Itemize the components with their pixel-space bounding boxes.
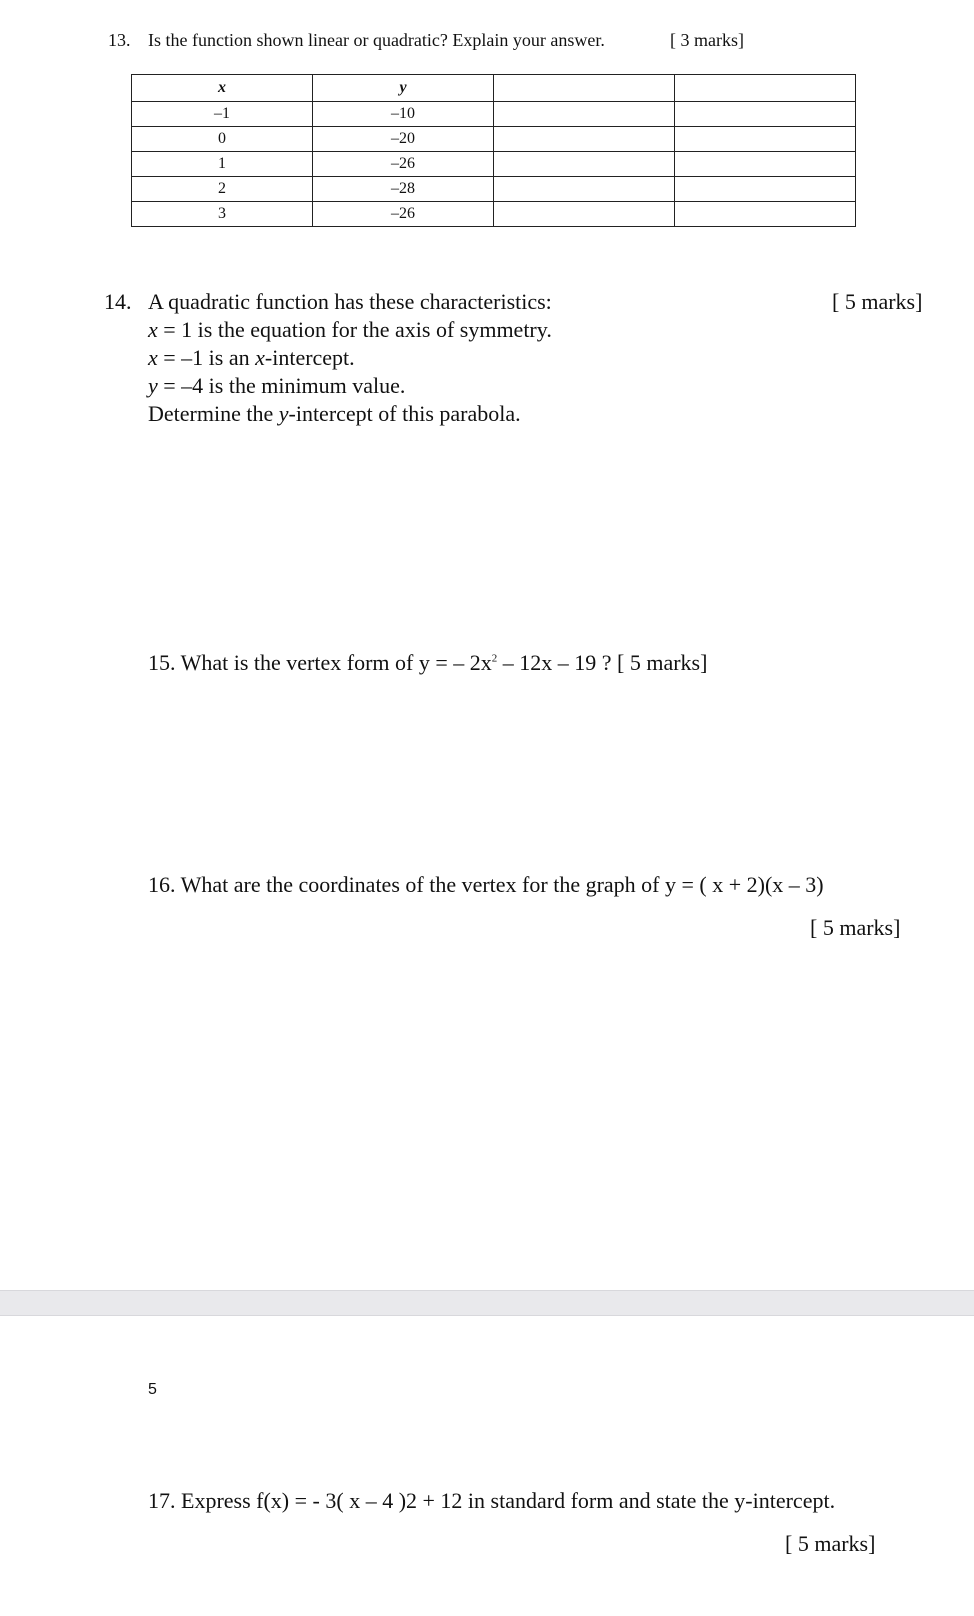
table-header-blank (675, 75, 856, 102)
table-header-blank (494, 75, 675, 102)
q14-x-intercept: x = –1 is an x-intercept. (148, 345, 355, 370)
q14-minimum-value: y = –4 is the minimum value. (148, 373, 406, 398)
table-cell: –20 (313, 127, 494, 152)
table-cell (494, 102, 675, 127)
page-number: 5 (148, 1381, 157, 1398)
q13-marks: [ 3 marks] (670, 30, 744, 50)
q16-marks: [ 5 marks] (810, 915, 901, 940)
table-cell: 3 (132, 202, 313, 227)
table-header-y: y (313, 75, 494, 102)
table-row (132, 177, 856, 202)
table-cell (675, 152, 856, 177)
table-row (132, 127, 856, 152)
table-cell (675, 202, 856, 227)
table-cell (675, 102, 856, 127)
table-row (132, 202, 856, 227)
table-row (132, 102, 856, 127)
table-header-row (132, 75, 856, 102)
table-cell: –26 (313, 152, 494, 177)
table-cell: –26 (313, 202, 494, 227)
table-header-x: x (132, 75, 313, 102)
q16-question: 16. What are the coordinates of the vertex for the graph of y = ( x + 2)(x – 3) (148, 872, 824, 897)
table-cell: 1 (132, 152, 313, 177)
q14-number: 14. (104, 289, 132, 314)
table-cell: 0 (132, 127, 313, 152)
table-cell: 2 (132, 177, 313, 202)
q17-marks: [ 5 marks] (785, 1531, 876, 1556)
table-cell (494, 152, 675, 177)
q17-question: 17. Express f(x) = - 3( x – 4 )2 + 12 in standard form and state the y-intercept. (148, 1488, 836, 1513)
page-separator (0, 1290, 974, 1316)
table-cell (494, 127, 675, 152)
page-5 (0, 1316, 974, 1616)
q14-marks: [ 5 marks] (832, 289, 923, 314)
q14-axis-of-symmetry: x = 1 is the equation for the axis of symmetry. (148, 317, 552, 342)
table-cell (675, 127, 856, 152)
q13-table (131, 74, 856, 227)
table-cell (675, 177, 856, 202)
table-cell: –1 (132, 102, 313, 127)
q14-intro: A quadratic function has these characteristics: (148, 289, 552, 314)
q14-instruction: Determine the y-intercept of this parabola. (148, 401, 521, 426)
q15-question: 15. What is the vertex form of y = – $2x^2 - 12x - 19$ ? [ 5 marks] (148, 650, 708, 675)
table-cell (494, 177, 675, 202)
q13-question: Is the function shown linear or quadratic? Explain your answer. (148, 30, 605, 50)
q13-number: 13. (108, 30, 131, 50)
table-cell: –10 (313, 102, 494, 127)
table-cell: –28 (313, 177, 494, 202)
table-cell (494, 202, 675, 227)
table-row (132, 152, 856, 177)
